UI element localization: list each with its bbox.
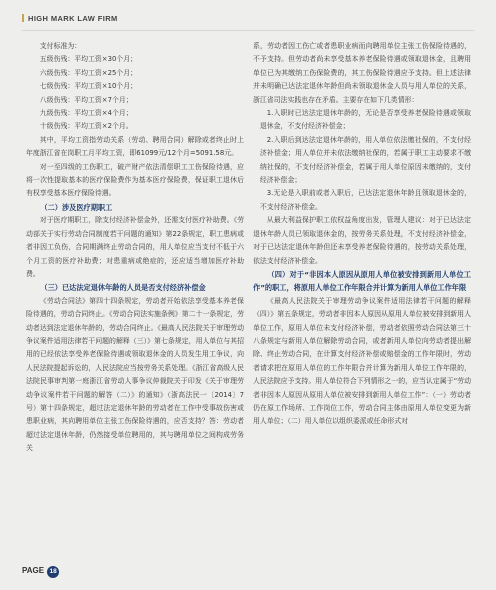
- paragraph: 其中，平均工资指劳动关系（劳动、聘用合同）解除或者终止时上年度浙江省在岗职工月平均工资，即61099元/12个月=5091.58元。: [26, 135, 244, 158]
- left-column: [26, 40, 244, 456]
- paragraph: 系，劳动者因工伤亡或者患职业病而向聘用单位主张工伤保险待遇的，不予支持。但劳动者尚未享受基本养老保险待遇或领取退休金，且聘用单位已为其缴纳工伤保险费的，其工伤保险待遇应予支持。但上述法律并未明确已达法定退休年龄但尚未领取退休金人员与用人单位的关系，浙江省司法实践也存在矛盾。主要存在如下几类情形：: [253, 42, 471, 104]
- paragraph: 对于医疗期职工，除支付经济补偿金外，还需支付医疗补助费。《劳动部关于实行劳动合同制度若干问题的通知》第22条规定，职工患病或者非因工负伤，合同期满终止劳动合同的，用人单位应当支付不低于六个月工资的医疗补助费；对患重病或绝症的，还应适当增加医疗补助费。: [26, 216, 244, 278]
- page-number: 18: [47, 566, 59, 578]
- rate-line: 五级伤残：平均工资×30个月；: [39, 55, 138, 64]
- list-item: 3.无论是入职前或者入职后，已达法定退休年龄且领取退休金的，不支付经济补偿金。: [259, 189, 471, 211]
- list-item: 2.入职后到达法定退休年龄的，用人单位依法缴社保的，不支付经济补偿金；用人单位并未依法缴纳社保的，若属于职工主动要求不缴纳社保的，不支付经济补偿金，若属于用人单位原因未缴纳的，支付经济补偿金；: [259, 135, 471, 185]
- rates-intro: 支付标准为：: [39, 42, 82, 50]
- section-heading: （二）涉及医疗期职工: [40, 202, 113, 212]
- right-column: [253, 40, 471, 429]
- rate-line: 十级伤残：平均工资×2个月。: [39, 122, 133, 131]
- section-heading: （四）对于“非因本人原因从原用人单位被安排到新用人单位工作”的职工，将原用人单位工作年限合并计算为新用人单位工作年限: [253, 269, 471, 293]
- page-label: PAGE: [22, 566, 45, 575]
- page-header: [22, 14, 118, 23]
- paragraph: 《劳动合同法》第四十四条规定，劳动者开始依法享受基本养老保险待遇的，劳动合同终止。《劳动合同法实施条例》第二十一条规定，劳动者达到法定退休年龄的，劳动合同终止。《最高人民法院关于审理劳动争议案件适用法律若干问题的解释（三）》第七条规定，用人单位与其招用的已经依法享受养老保险待遇或领取退休金的人员发生用工争议，向人民法院提起诉讼的，人民法院应当按劳务关系处理。《浙江省高级人民法院民事审判第一庭浙江省劳动人事争议仲裁院关于印发《关于审理劳动争议案件若干问题的解答（二）》的通知》（浙高法民一〔2014〕7号）第十四条规定，超过法定退休年龄的劳动者在工作中受事故伤害或患职业病，其向聘用单位主张工伤保险待遇的，应否支持？答：劳动者超过法定退休年龄，仍然接受单位聘用的，其与聘用单位之间构成劳务关: [26, 296, 244, 453]
- paragraph: 《最高人民法院关于审理劳动争议案件适用法律若干问题的解释（四）》第五条规定，劳动者非因本人原因从原用人单位被安排到新用人单位工作，原用人单位未支付经济补偿，劳动者依照劳动合同法第三十八条规定与新用人单位解除劳动合同，或者新用人单位向劳动者提出解除、终止劳动合同，在计算支付经济补偿或赔偿金的工作年限时，劳动者请求把在原用人单位的工作年限合并计算为新用人单位工作年限的，人民法院应予支持。用人单位符合下列情形之一的，应当认定属于“劳动者非因本人原因从原用人单位被安排到新用人单位工作”：（一）劳动者仍在原工作场所、工作岗位工作，劳动合同主体由原用人单位变更为新用人单位；（二）用人单位以组织委派或任命形式对: [253, 296, 471, 426]
- header-accent-bar: [22, 14, 24, 22]
- page-footer: [22, 566, 59, 578]
- section-heading: （三）已达法定退休年龄的人员是否支付经济补偿金: [40, 283, 206, 293]
- brand-name: HIGH MARK LAW FIRM: [28, 14, 118, 23]
- rate-line: 九级伤残：平均工资×4个月；: [39, 109, 133, 118]
- list-item: 1.入职时已达法定退休年龄的，无论是否享受养老保险待遇或领取退休金，不支付经济补偿金；: [259, 109, 471, 131]
- header-divider: [22, 30, 474, 31]
- rate-line: 七级伤残：平均工资×10个月；: [39, 82, 138, 91]
- rate-line: 八级伤残：平均工资×7个月；: [39, 95, 133, 104]
- paragraph: 从最大利益保护职工依权益角度出发，管理人建议：对于已达法定退休年龄人员已领取退休金的，按劳务关系处理，不支付经济补偿金，对于已达法定退休年龄但还未享受养老保险待遇的，按劳动关系处理，依法支付经济补偿金。: [253, 216, 471, 265]
- rate-line: 六级伤残：平均工资×25个月；: [39, 68, 138, 77]
- paragraph: 对一至四级的工伤职工，破产财产依法清偿职工工伤保险待遇，应将一次性提取基本的医疗保险费作为基本医疗保险费，保证职工退休后有权享受基本医疗保险待遇。: [26, 162, 244, 198]
